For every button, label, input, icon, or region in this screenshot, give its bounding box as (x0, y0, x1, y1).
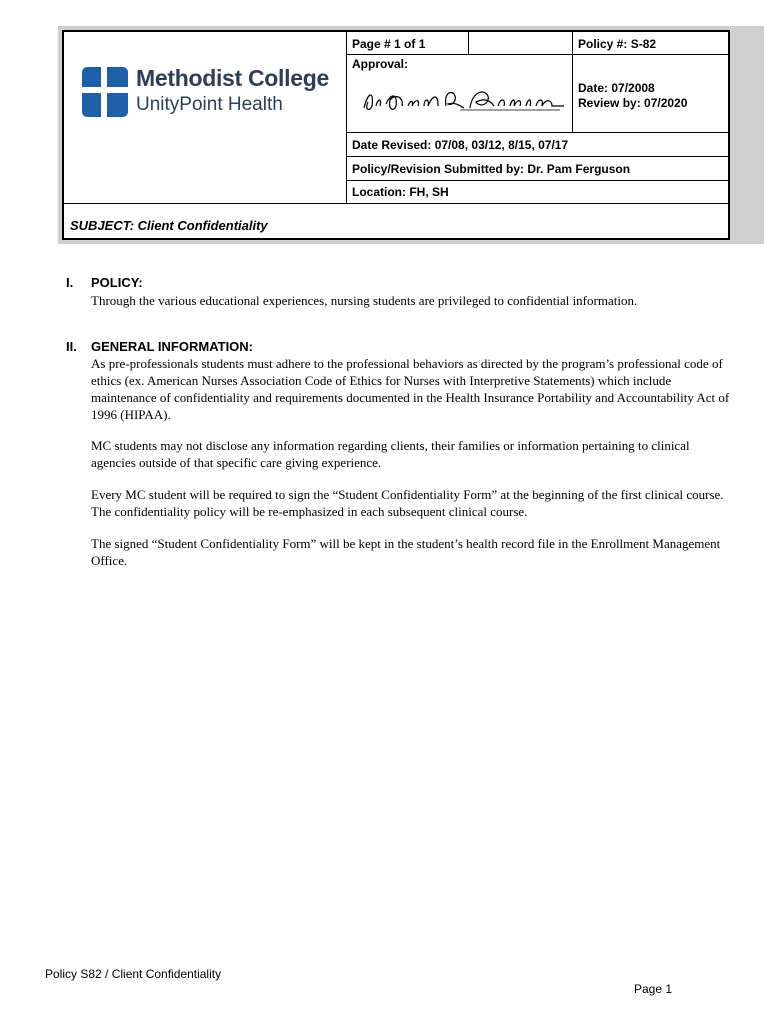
divider (572, 32, 573, 132)
paragraph: Through the various educational experiences, nursing students are privileged to confidential information. (91, 293, 638, 308)
approval-label: Approval: (352, 57, 409, 71)
footer-page-number: Page 1 (634, 982, 673, 996)
section-title: POLICY: (91, 275, 143, 290)
location: Location: FH, SH (352, 185, 449, 199)
divider (346, 156, 728, 157)
logo-health-system: UnityPoint Health (136, 94, 283, 115)
section-number: II. (66, 339, 77, 354)
date-revised: Date Revised: 07/08, 03/12, 8/15, 07/17 (352, 138, 569, 152)
section-title: GENERAL INFORMATION: (91, 339, 254, 354)
footer-policy-title: Policy S82 / Client Confidentiality (45, 967, 222, 981)
review-date: Review by: 07/2020 (578, 96, 688, 110)
section-number: I. (66, 275, 74, 290)
policy-header-table (62, 30, 730, 240)
paragraph: Every MC student will be required to sign the “Student Confidentiality Form” at the beginning of the first clinical course. The confidentiality policy will be re-emphasized in each subsequent clinical course. (91, 487, 724, 519)
approval-signature (360, 84, 566, 114)
section-heading (66, 275, 143, 290)
section-heading (66, 339, 253, 354)
divider (468, 32, 469, 54)
logo-college-name: Methodist College (136, 65, 329, 91)
divider (346, 32, 347, 203)
subject-line: SUBJECT: Client Confidentiality (70, 218, 268, 233)
divider (346, 180, 728, 181)
divider (346, 54, 728, 55)
divider (64, 203, 728, 204)
paragraph: MC students may not disclose any information regarding clients, their families or information pertaining to clinical agencies outside of that specific care giving experience. (91, 438, 690, 470)
paragraph: The signed “Student Confidentiality Form” will be kept in the student’s health record file in the Enrollment Management Office. (91, 536, 721, 568)
paragraph: As pre-professionals students must adhere to the professional behaviors as directed by the program’s professional code of ethics (ex. American Nurses Association Code of Ethics for Nurses with Interpretive Statements) which include maintenance of confidentiality and requirements documented in the Health Insurance Portability and Accountability Act of 1996 (HIPAA). (91, 356, 730, 422)
institution-logo (82, 65, 332, 120)
logo-cross-icon (82, 67, 128, 117)
policy-date: Date: 07/2008 (578, 81, 655, 95)
submitted-by: Policy/Revision Submitted by: Dr. Pam Ferguson (352, 162, 631, 176)
policy-number-label: Policy #: S-82 (578, 37, 657, 51)
divider (346, 132, 728, 133)
page-number-label: Page # 1 of 1 (352, 37, 426, 51)
